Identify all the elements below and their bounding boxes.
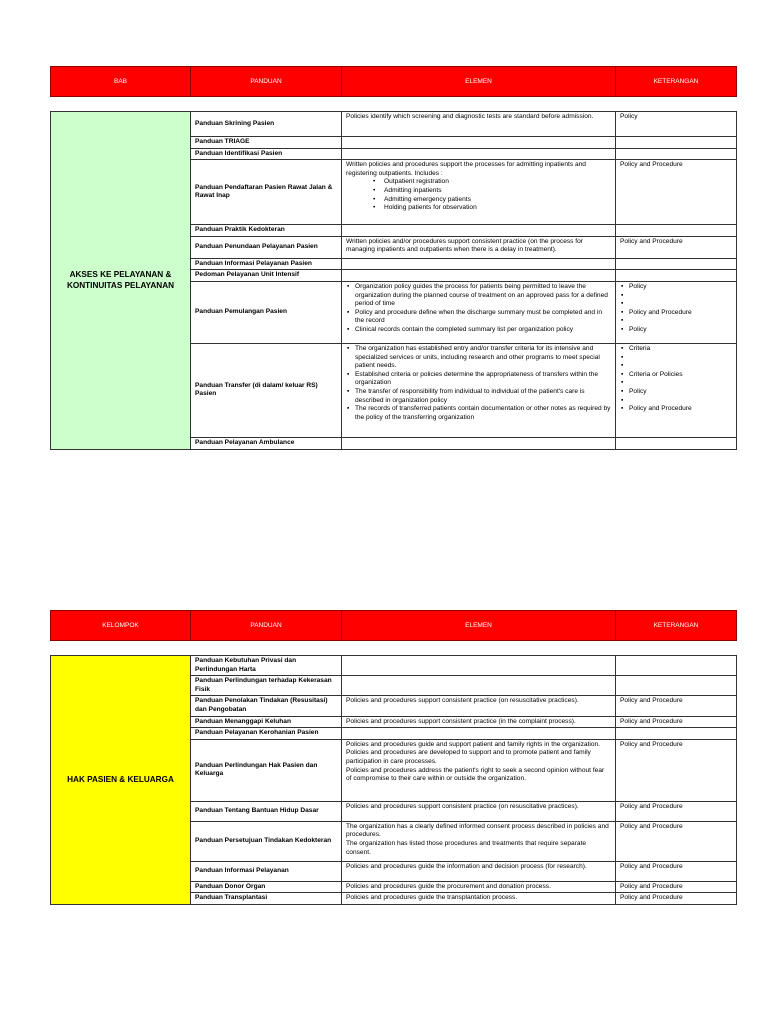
list-item: ▪ Policy (620, 326, 732, 335)
panduan-cell: Panduan TRIAGE (191, 137, 342, 149)
list-item: ▪ Policy and procedure define when the discharge summary must be completed and in the record (346, 309, 611, 326)
header-panduan: PANDUAN (191, 611, 342, 641)
elemen-cell: Written policies and/or procedures support consistent practice (on the process for managing inpatients and outpatients when there is a delay in treatment). (342, 236, 616, 258)
table1-body (50, 111, 737, 450)
header-keterangan: KETERANGAN (616, 67, 737, 97)
elemen-cell (342, 728, 616, 740)
bullet-list (620, 283, 732, 335)
list-item: ▪ Criteria or Policies (620, 371, 732, 380)
panduan-cell: Panduan Transplantasi (191, 893, 342, 905)
keterangan-cell: Policy and Procedure (616, 861, 737, 881)
spacer (620, 354, 732, 363)
keterangan-cell: Policy and Procedure (616, 881, 737, 893)
category-cell: HAK PASIEN & KELUARGA (51, 656, 191, 905)
list-item: • Outpatient registration (346, 178, 611, 187)
elemen-cell (342, 656, 616, 676)
header-panduan: PANDUAN (191, 67, 342, 97)
panduan-cell: Pedoman Pelayanan Unit Intensif (191, 270, 342, 282)
panduan-cell: Panduan Pelayanan Ambulance (191, 437, 342, 449)
spacer (620, 379, 732, 388)
elemen-cell: Policies and procedures guide the procurement and donation process. (342, 881, 616, 893)
elemen-cell (342, 160, 616, 225)
list-item: • Holding patients for observation (346, 204, 611, 213)
spacer (620, 292, 732, 301)
bullet-list (620, 345, 732, 414)
elemen-cell (342, 343, 616, 437)
panduan-cell: Panduan Perlindungan Hak Pasien dan Keluarga (191, 739, 342, 801)
list-item: ▪ Established criteria or policies determine the appropriateness of transfers within the organization (346, 371, 611, 388)
keterangan-cell: Policy and Procedure (616, 160, 737, 225)
list-item: ▪ The organization has established entry and/or transfer criteria for its intensive and specialized services or units, including research and other programs to meet special patient needs. (346, 345, 611, 371)
spacer (620, 317, 732, 326)
spacer (620, 397, 732, 406)
elemen-cell (342, 281, 616, 343)
elemen-cell (342, 739, 616, 801)
keterangan-cell: Policy and Procedure (616, 821, 737, 861)
list-item: ▪ The records of transferred patients contain documentation or other notes as required by the policy of the transferring organization (346, 405, 611, 422)
keterangan-cell: Policy and Procedure (616, 893, 737, 905)
bullet-list (346, 283, 611, 335)
header-elemen: ELEMEN (342, 67, 616, 97)
list-item: ▪ Criteria (620, 345, 732, 354)
bullet-list (346, 178, 611, 212)
panduan-cell: Panduan Donor Organ (191, 881, 342, 893)
panduan-cell: Panduan Transfer (di dalam/ keluar RS) Pasien (191, 343, 342, 437)
elemen-cell (342, 258, 616, 270)
keterangan-cell: Policy and Procedure (616, 801, 737, 821)
keterangan-cell (616, 343, 737, 437)
keterangan-cell (616, 656, 737, 676)
panduan-cell: Panduan Persetujuan Tindakan Kedokteran (191, 821, 342, 861)
elemen-line: Policies and procedures are developed to support and to promote patient and family participation in care processes. (346, 749, 591, 765)
elemen-cell (342, 137, 616, 149)
table2-header (50, 610, 737, 641)
elemen-cell (342, 225, 616, 237)
keterangan-cell (616, 728, 737, 740)
panduan-cell: Panduan Perlindungan terhadap Kekerasan Fisik (191, 676, 342, 696)
list-item: ▪ Policy (620, 388, 732, 397)
panduan-cell: Panduan Penundaan Pelayanan Pasien (191, 236, 342, 258)
elemen-cell (342, 437, 616, 449)
elemen-cell (342, 270, 616, 282)
header-bab: BAB (51, 67, 191, 97)
header-keterangan: KETERANGAN (616, 611, 737, 641)
elemen-cell: Policies and procedures guide the transplantation process. (342, 893, 616, 905)
spacer (620, 300, 732, 309)
keterangan-cell (616, 270, 737, 282)
list-item: ▪ Policy (620, 283, 732, 292)
keterangan-cell (616, 281, 737, 343)
panduan-cell: Panduan Praktik Kedokteran (191, 225, 342, 237)
list-item: ▪ The transfer of responsibility from individual to individual of the patient's care is described in organization policy (346, 388, 611, 405)
header-elemen: ELEMEN (342, 611, 616, 641)
keterangan-cell (616, 437, 737, 449)
elemen-cell (342, 148, 616, 160)
table-row (51, 656, 737, 676)
table-row (51, 112, 737, 137)
elemen-line: Policies and procedures guide and support patient and family rights in the organization. (346, 740, 601, 748)
elemen-line: The organization has a clearly defined informed consent process described in policies and procedures. (346, 822, 609, 839)
panduan-cell: Panduan Menanggapi Keluhan (191, 716, 342, 728)
keterangan-cell: Policy and Procedure (616, 739, 737, 801)
keterangan-cell: Policy (616, 112, 737, 137)
list-item: • Admitting inpatients (346, 187, 611, 196)
panduan-cell: Panduan Skrining Pasien (191, 112, 342, 137)
keterangan-cell (616, 148, 737, 160)
elemen-cell: Policies and procedures guide the information and decision process (for research). (342, 861, 616, 881)
table2-body (50, 655, 737, 905)
spacer (620, 362, 732, 371)
elemen-line: Policies and procedures address the patient's right to seek a second opinion without fear of compromise to their care within or outside the organization. (346, 766, 605, 783)
keterangan-cell: Policy and Procedure (616, 236, 737, 258)
elemen-text: Written policies and procedures support the processes for admitting inpatients and registering outpatients. Includes : (346, 161, 586, 177)
panduan-cell: Panduan Pelayanan Kerohanian Pasien (191, 728, 342, 740)
elemen-cell: Policies and procedures support consistent practice (on resuscitative practices). (342, 801, 616, 821)
panduan-cell: Panduan Pemulangan Pasien (191, 281, 342, 343)
category-cell: AKSES KE PELAYANAN & KONTINUITAS PELAYANAN (51, 112, 191, 450)
list-item: ▪ Clinical records contain the completed summary list per organization policy (346, 326, 611, 335)
keterangan-cell: Policy and Procedure (616, 716, 737, 728)
elemen-cell: Policies and procedures support consistent practice (on resuscitative practices). (342, 696, 616, 716)
header-kelompok: KELOMPOK (51, 611, 191, 641)
list-item: ▪ Organization policy guides the process for patients being permitted to leave the organization during the planned course of treatment on an approved pass for a defined period of time (346, 283, 611, 309)
bullet-list (346, 345, 611, 422)
panduan-cell: Panduan Pendaftaran Pasien Rawat Jalan & Rawat Inap (191, 160, 342, 225)
panduan-cell: Panduan Identifikasi Pasien (191, 148, 342, 160)
table1-header (50, 66, 737, 97)
panduan-cell: Panduan Kebutuhan Privasi dan Perlindungan Harta (191, 656, 342, 676)
elemen-line: The organization has listed those procedures and treatments that require separate consent. (346, 839, 587, 856)
list-item: ▪ Policy and Procedure (620, 405, 732, 414)
elemen-cell: Policies and procedures support consistent practice (in the complaint process). (342, 716, 616, 728)
keterangan-cell (616, 225, 737, 237)
elemen-cell (342, 676, 616, 696)
elemen-cell (342, 821, 616, 861)
elemen-cell: Policies identify which screening and diagnostic tests are standard before admission. (342, 112, 616, 137)
panduan-cell: Panduan Informasi Pelayanan (191, 861, 342, 881)
keterangan-cell (616, 258, 737, 270)
panduan-cell: Panduan Penolakan Tindakan (Resusitasi) dan Pengobatan (191, 696, 342, 716)
panduan-cell: Panduan Tentang Bantuan Hidup Dasar (191, 801, 342, 821)
keterangan-cell (616, 137, 737, 149)
keterangan-cell: Policy and Procedure (616, 696, 737, 716)
list-item: • Admitting emergency patients (346, 196, 611, 205)
panduan-cell: Panduan Informasi Pelayanan Pasien (191, 258, 342, 270)
list-item: ▪ Policy and Procedure (620, 309, 732, 318)
keterangan-cell (616, 676, 737, 696)
